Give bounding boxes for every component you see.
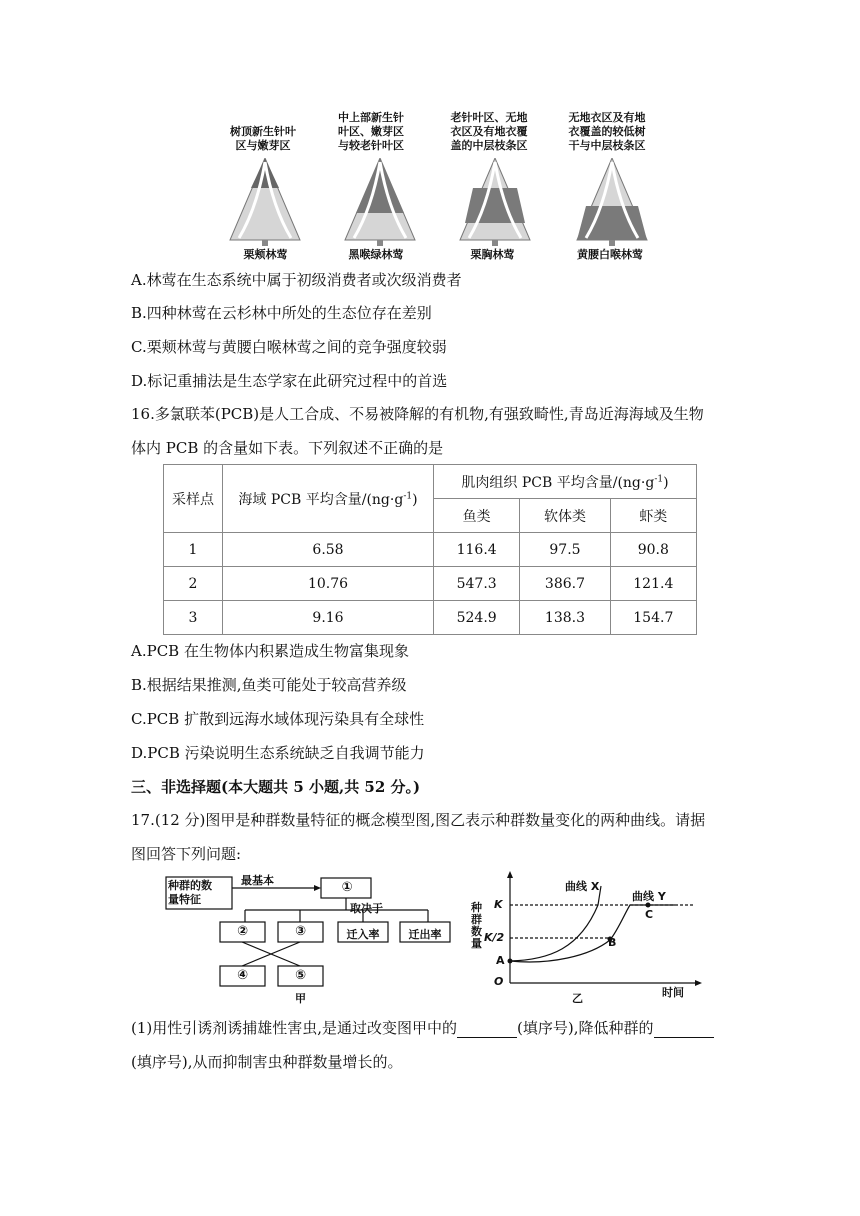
k-label: K [494,898,503,911]
point-a-label: A [496,954,505,967]
q17-stem-line2: 图回答下列问题: [131,845,242,863]
caption-yi: 乙 [572,992,583,1005]
header-site: 采样点 [164,465,223,533]
q15-option-c: C.栗颊林莺与黄腰白喉林莺之间的竞争强度较弱 [131,338,447,356]
q16-option-c: C.PCB 扩散到远海水域体现污染具有全球性 [131,710,425,728]
population-features-label: 种群的数 量特征 [168,879,212,906]
tree-region-label-2: 中上部新生针 叶区、嫩芽区 与较老针叶区 [338,111,404,152]
answer-blank-2[interactable] [654,1021,714,1038]
label-2: ② [236,924,248,939]
emigration-label: 迁出率 [408,928,442,941]
bird-name-4: 黄腰白喉林莺 [577,248,643,261]
caption-jia: 甲 [295,992,306,1005]
point-b-label: B [608,936,617,949]
depends-on-label: 取决于 [350,902,383,915]
q16-stem-line2: 体内 PCB 的含量如下表。下列叙述不正确的是 [131,439,444,457]
bird-name-1: 栗颊林莺 [243,248,288,261]
tree-region-label-4: 无地衣区及有地 衣覆盖的较低树 干与中层枝条区 [568,111,646,152]
point-a [508,959,513,964]
answer-blank-1[interactable] [457,1021,517,1038]
q15-option-b: B.四种林莺在云杉林中所处的生态位存在差别 [131,304,432,322]
curve-x [510,886,601,961]
tree-region-label-3: 老针叶区、无地 衣区及有地衣覆 盖的中层枝条区 [450,111,528,152]
table-row: 3 9.16 524.9 138.3 154.7 [164,601,697,635]
tree-2-icon [345,158,415,246]
immigration-label: 迁入率 [346,928,380,941]
tree-3-icon [460,158,530,246]
q15-option-d: D.标记重捕法是生态学家在此研究过程中的首选 [131,372,448,390]
tree-1-icon [230,158,300,246]
origin-label: O [494,975,504,988]
tree-4-icon [577,158,647,246]
q17-sub1-line2: (填序号),从而抑制害虫种群数量增长的。 [131,1053,403,1071]
x-axis-label: 时间 [662,986,684,999]
label-3: ③ [294,924,306,939]
q16-option-a: A.PCB 在生物体内积累造成生物富集现象 [131,642,409,660]
bird-name-3: 栗胸林莺 [470,248,515,261]
curve-y-label: 曲线 Y [632,890,666,903]
q15-option-a: A.林莺在生态系统中属于初级消费者或次级消费者 [131,271,462,289]
header-shrimp: 虾类 [610,499,696,533]
label-5: ⑤ [294,968,306,983]
table-row: 1 6.58 116.4 97.5 90.8 [164,533,697,567]
q16-option-b: B.根据结果推测,鱼类可能处于较高营养级 [131,676,407,694]
table-row: 2 10.76 547.3 386.7 121.4 [164,567,697,601]
k2-label: K/2 [484,931,505,944]
header-fish: 鱼类 [434,499,520,533]
point-c-label: C [645,908,654,921]
q16-stem-line1: 16.多氯联苯(PCB)是人工合成、不易被降解的有机物,有强致畸性,青岛近海海域及生物 [131,405,704,423]
y-axis-label: 种 群 数 量 [471,901,482,950]
curve-x-label: 曲线 X [565,880,600,893]
label-1: ① [341,880,353,895]
q17-stem-line1: 17.(12 分)图甲是种群数量特征的概念模型图,图乙表示种群数量变化的两种曲线。请据 [131,811,706,829]
tree-illustrations [225,158,675,248]
header-muscle: 肌肉组织 PCB 平均含量$/(ng\cdot g^{-1})$ [434,465,697,499]
tree-region-label-1: 树顶新生针叶 区与嫩芽区 [230,125,296,152]
label-4: ④ [236,968,248,983]
header-sea: 海域 PCB 平均含量$/(ng\cdot g^{-1})$ [223,465,434,533]
q16-option-d: D.PCB 污染说明生态系统缺乏自我调节能力 [131,744,425,762]
bird-name-2: 黑喉绿林莺 [348,248,404,261]
most-basic-label: 最基本 [241,874,274,887]
pcb-table [163,464,697,635]
q17-sub1-line1: (1)用性引诱剂诱捕雄性害虫,是通过改变图甲中的 (填序号),降低种群的 [131,1018,714,1038]
section3-title: 三、非选择题(本大题共 5 小题,共 52 分。) [131,778,421,796]
header-mollusk: 软体类 [520,499,610,533]
